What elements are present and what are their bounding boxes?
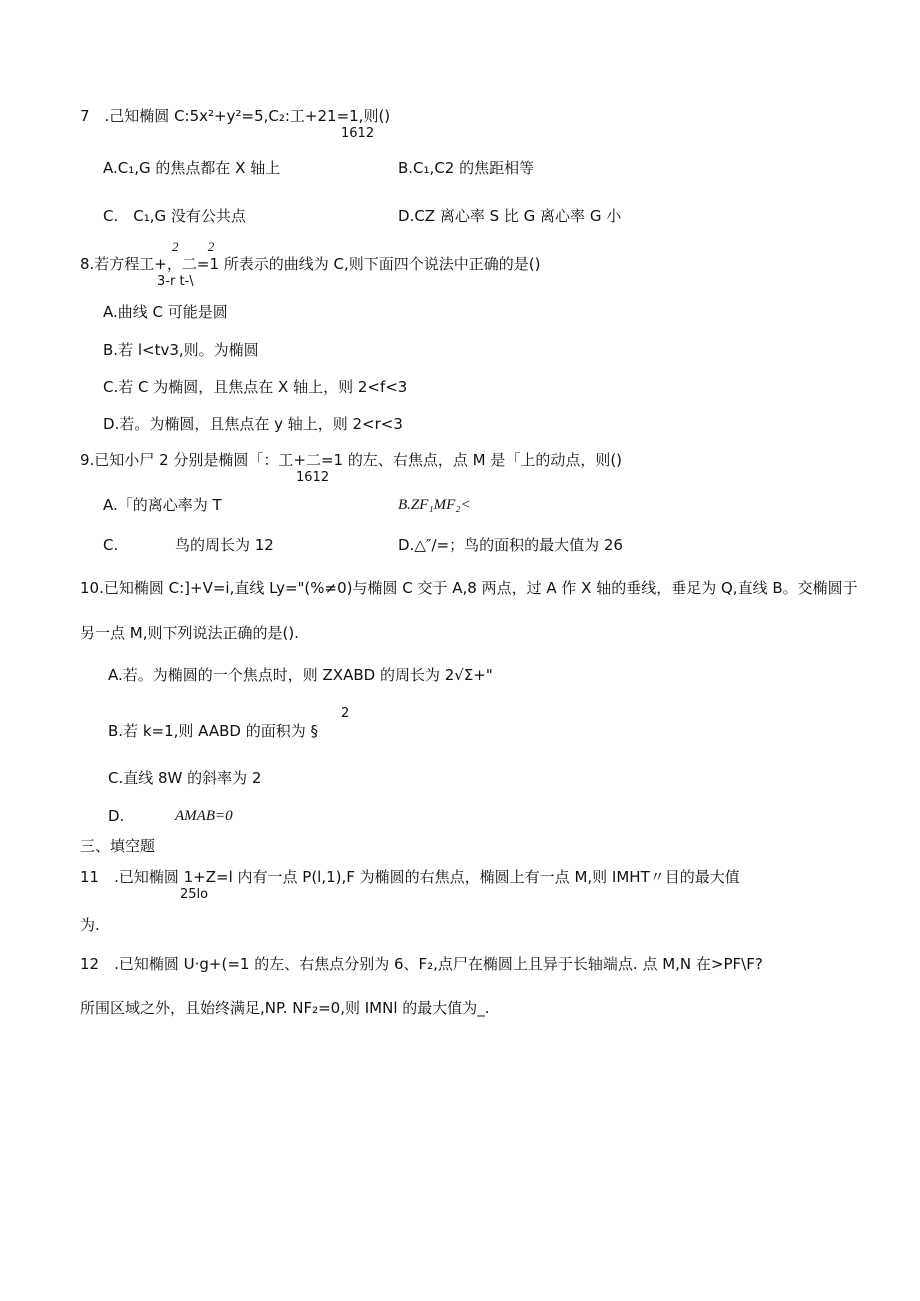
q7-denominators: 1612	[341, 126, 375, 141]
q9-stem: 9.已知小尸 2 分别是椭圆「：工+二=1 的左、右焦点，点 M 是「上的动点，则()	[80, 451, 623, 469]
q10-option-b: B.若 k=1,则 AABD 的面积为 §	[108, 722, 318, 740]
q9-option-c: 鸟的周长为 12	[175, 536, 274, 554]
q8-stem: 8.若方程工+，二=1 所表示的曲线为 C,则下面四个说法中正确的是()	[80, 255, 541, 273]
q10-stem-line2: 另一点 M,则下列说法正确的是().	[80, 624, 299, 642]
q8-option-d: D.若。为椭圆，且焦点在 y 轴上，则 2<r<3	[103, 415, 403, 433]
q10-option-b-exponent: 2	[341, 706, 350, 721]
q12-stem-line1: 12 .已知椭圆 U·g+(=1 的左、右焦点分别为 6、F₂,点尸在椭圆上且异于长轴端点. 点 M,N 在>PF\F?	[80, 955, 763, 973]
q7-stem: 7 .己知椭圆 C:5x²+y²=5,C₂:工+21=1,则()	[80, 107, 391, 125]
q10-stem-line1: 10.已知椭圆 C:]+V=i,直线 Ly="(%≠0)与椭圆 C 交于 A,8 两点，过 A 作 X 轴的垂线，垂足为 Q,直线 B。交椭圆于	[80, 579, 858, 597]
q10-option-d-label: D.	[108, 807, 125, 825]
q11-tail: 为.	[80, 916, 100, 934]
q10-option-d: AMAB=0	[175, 808, 233, 824]
q7-option-c: C. C₁,G 没有公共点	[103, 207, 246, 225]
q8-option-c: C.若 C 为椭圆，且焦点在 X 轴上，则 2<f<3	[103, 378, 408, 396]
section-heading: 三、填空题	[80, 837, 156, 855]
q11-denominators: 25lo	[180, 887, 209, 902]
q7-option-a: A.C₁,G 的焦点都在 X 轴上	[103, 159, 281, 177]
q8-denominators: 3-r t-\	[157, 274, 194, 289]
q8-option-b: B.若 l<tv3,则。为椭圆	[103, 341, 259, 359]
q9-option-a: A.「的离心率为 T	[103, 496, 222, 514]
q7-option-b: B.C₁,C2 的焦距相等	[398, 159, 535, 177]
q9-option-c-label: C.	[103, 536, 119, 554]
q12-stem-line2: 所围区域之外，且始终满足,NP. NF₂=0,则 IMNl 的最大值为_.	[80, 999, 490, 1017]
q11-stem: 11 .已知椭圆 1+Z=l 内有一点 P(l,1),F 为椭圆的右焦点，椭圆上有一点 M,则 IMHT〃目的最大值	[80, 868, 740, 886]
q8-exponents: 2 2	[172, 239, 215, 254]
q9-option-d: D.△″/=；鸟的面积的最大值为 26	[398, 536, 623, 554]
q8-option-a: A.曲线 C 可能是圆	[103, 303, 228, 321]
q10-option-c: C.直线 8W 的斜率为 2	[108, 769, 262, 787]
q9-option-b: B.ZF₁MF₂<	[398, 497, 471, 513]
q9-denominators: 1612	[296, 470, 330, 485]
q10-option-a: A.若。为椭圆的一个焦点时，则 ZXABD 的周长为 2√Σ+"	[108, 666, 493, 684]
q7-option-d: D.CZ 离心率 S 比 G 离心率 G 小	[398, 207, 622, 225]
